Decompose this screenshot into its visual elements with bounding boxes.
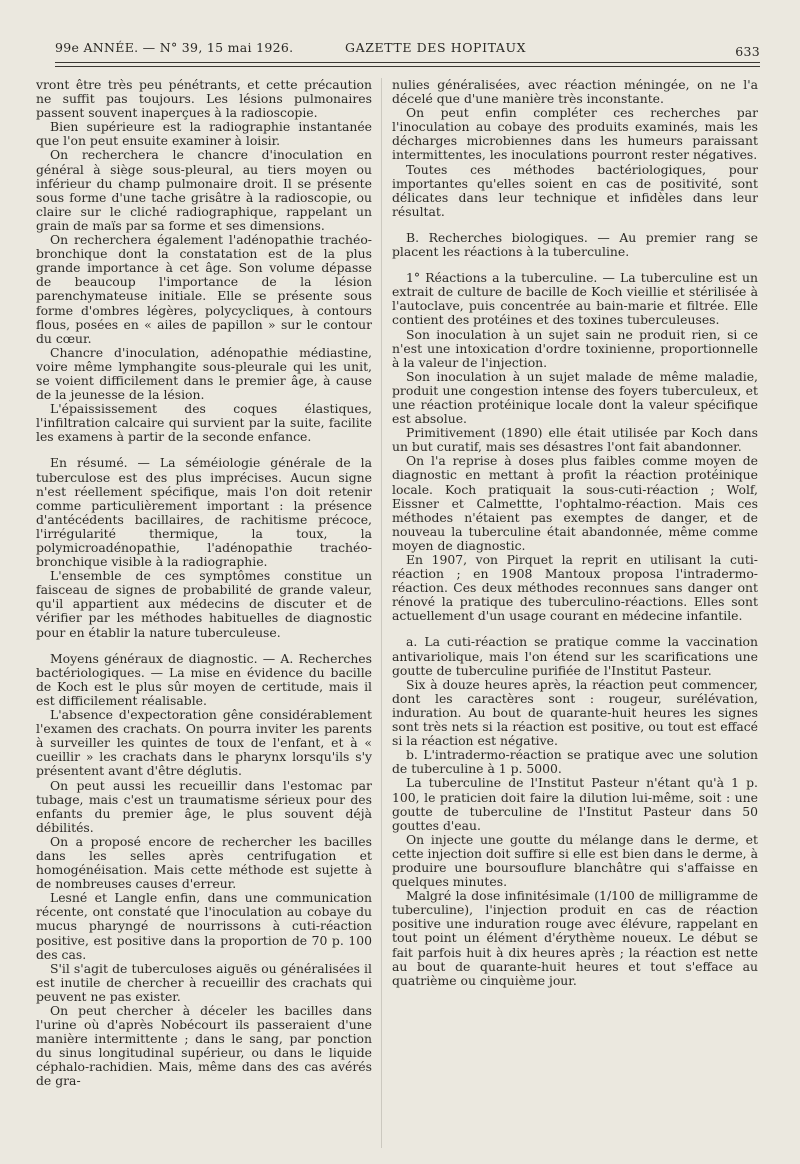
paragraph: Malgré la dose infinitésimale (1/100 de milligramme de tuberculine), l'injection produit en cas de réaction positive une induration rouge avec élévure, rappelant en tout point un élément d'érythème noueux. Le début se fait parfois huit à dix heures après ; la réaction est nette au bout de quarante-huit heures et tout s'efface au quatrième ou cinquième jour. — [392, 888, 758, 988]
paragraph: Six à douze heures après, la réaction peut commencer, dont les caractères sont : rougeur, surélévation, induration. Au bout de quarante-huit heures les signes sont très nets si la réaction est positive, ou tout est effacé si la réaction est négative. — [392, 676, 758, 749]
paragraph: Bien supérieure est la radiographie instantanée que l'on peut ensuite examiner à loisir. — [36, 119, 372, 149]
page-number: 633 — [735, 44, 760, 59]
subsection-paragraph: 1° Réactions a la tuberculine. — La tuberculine est un extrait de culture de bacille de Koch vieillie et stérilisée à l'autoclave, puis concentrée au bain-marie et filtrée. Elle contient des protéines et des toxines tuberculeuses. — [392, 270, 758, 328]
paragraph: En 1907, von Pirquet la reprit en utilisant la cuti-réaction ; en 1908 Mantoux proposa l'intradermo-réaction. Ces deux méthodes reconnues sans danger ont rénové la pratique des tuberculino-réactions. Elles sont actuellement d'un usage courant en médecine infantile. — [392, 552, 758, 624]
right-column — [392, 78, 758, 1150]
paragraph: Son inoculation à un sujet malade de même maladie, produit une congestion intense des foyers tuberculeux, et une réaction protéinique locale dont la valeur spécifique est absolue. — [392, 368, 758, 427]
paragraph: nulies généralisées, avec réaction méningée, on ne l'a décelé que d'une manière très inconstante. — [392, 78, 758, 107]
paragraph: On recherchera le chancre d'inoculation en général à siège sous-pleural, au tiers moyen ou inférieur du champ pulmonaire droit. Il se présente sous forme d'une tache grisâtre à la radioscopie, ou claire sur le cliché radiographique, rappelant un grain de maïs par sa forme et ses dimensions. — [36, 147, 372, 233]
paragraph: L'absence d'expectoration gêne considérablement l'examen des crachats. On pourra inviter les parents à surveiller les quintes de toux de l'enfant, et à « cueillir » les crachats dans le pharynx lorsqu'ils s'y présentent avant d'être déglutis. — [36, 707, 372, 779]
paragraph: La tuberculine de l'Institut Pasteur n'étant qu'à 1 p. 100, le praticien doit faire la dilution lui-même, soit : une goutte de tuberculine de l'Institut Pasteur dans 50 gouttes d'eau. — [392, 775, 758, 833]
paragraph: a. La cuti-réaction se pratique comme la vaccination antivariolique, mais l'on étend sur les scarifications une goutte de tuberculine purifiée de l'Institut Pasteur. — [392, 634, 758, 678]
paragraph: On injecte une goutte du mélange dans le derme, et cette injection doit suffire si elle est bien dans le derme, à produire une boursouflure blanchâtre qui s'affaisse en quelques minutes. — [392, 831, 758, 890]
summary-paragraph: En résumé. — La séméiologie générale de la tuberculose est des plus imprécises. Aucun signe n'est réellement spécifique, mais l'on doit retenir comme particulièrement important : la présence d'antécédents bacillaires, de rachitisme précoce, l'irrégularité thermique, la toux, la polymicroadénopathie, l'adénopathie trachéo-bronchique visible à la radiographie. — [36, 455, 372, 570]
paragraph: b. L'intradermo-réaction se pratique avec une solution de tuberculine à 1 p. 5000. — [392, 747, 758, 777]
running-header — [55, 28, 760, 58]
paragraph: S'il s'agit de tuberculoses aiguës ou généralisées il est inutile de chercher à recueillir des crachats qui peuvent ne pas exister. — [36, 960, 372, 1004]
paragraph: On a proposé encore de rechercher les bacilles dans les selles après centrifugation et homogénéisation. Mais cette méthode est sujette à de nombreuses causes d'erreur. — [36, 833, 372, 892]
paragraph: On peut enfin compléter ces recherches par l'inoculation au cobaye des produits examinés, mais les décharges microbiennes dans les humeurs paraissant intermittentes, les inoculations pourront rester négatives. — [392, 105, 758, 163]
section-heading-paragraph: Moyens généraux de diagnostic. — A. Recherches bactériologiques. — La mise en évidence du bacille de Koch est le plus sûr moyen de certitude, mais il est difficilement réalisable. — [36, 650, 372, 708]
paragraph: vront être très peu pénétrants, et cette précaution ne suffit pas toujours. Les lésions pulmonaires passent souvent inaperçues à la radioscopie. — [36, 78, 372, 121]
paragraph: L'ensemble de ces symptômes constitue un faisceau de signes de probabilité de grande valeur, qu'il appartient aux médecins de discuter et de vérifier par les méthodes habituelles de diagnostic pour en établir la nature tuberculeuse. — [36, 568, 372, 640]
journal-title: GAZETTE DES HOPITAUX — [345, 40, 527, 55]
paragraph: On peut aussi les recueillir dans l'estomac par tubage, mais c'est un traumatisme sérieux pour des enfants du premier âge, le plus souvent déjà débilités. — [36, 777, 372, 835]
paragraph: Chancre d'inoculation, adénopathie médiastine, voire même lymphangite sous-pleurale qui les unit, se voient difficilement dans le premier âge, à cause de la jeunesse de la lésion. — [36, 344, 372, 403]
paragraph: On l'a reprise à doses plus faibles comme moyen de diagnostic en mettant à profit la réaction protéinique locale. Koch pratiquait la sous-cuti-réaction ; Wolf, Eissner et Calmettte, l'ophtalmo-réaction. Mais ces méthodes n'étaient pas exemptes de danger, et de nouveau la tuberculine était abandonnée, même comme moyen de diagnostic. — [392, 453, 758, 553]
left-column — [36, 78, 372, 1150]
paragraph: On peut chercher à déceler les bacilles dans l'urine où d'après Nobécourt ils passeraient d'une manière intermittente ; dans le sang, par ponction du sinus longitudinal supérieur, ou dans le liquide céphalo-rachidien. Mais, même dans des cas avérés de gra- — [36, 1003, 372, 1089]
issue-line: 99e ANNÉE. — N° 39, 15 mai 1926. — [55, 40, 294, 55]
section-heading-paragraph: B. Recherches biologiques. — Au premier rang se placent les réactions à la tuberculine. — [392, 229, 758, 260]
paragraph: Son inoculation à un sujet sain ne produit rien, si ce n'est une intoxication d'ordre toxinienne, proportionnelle à la valeur de l'injection. — [392, 326, 758, 370]
paragraph: L'épaississement des coques élastiques, l'infiltration calcaire qui survient par la suite, facilite les examens à partir de la seconde enfance. — [36, 401, 372, 445]
paragraph: Toutes ces méthodes bactériologiques, pour importantes qu'elles soient en cas de positivité, sont délicates dans leur technique et infidèles dans leur résultat. — [392, 161, 758, 219]
column-divider — [381, 78, 382, 1148]
paragraph: Lesné et Langle enfin, dans une communication récente, ont constaté que l'inoculation au cobaye du mucus pharyngé de nourrissons à cuti-réaction positive, est positive dans la proportion de 70 p. 100 des cas. — [36, 890, 372, 962]
header-rule — [55, 62, 760, 67]
paragraph: Primitivement (1890) elle était utilisée par Koch dans un but curatif, mais ses désastres l'ont fait abandonner. — [392, 425, 758, 455]
paragraph: On recherchera également l'adénopathie trachéo-bronchique dont la constatation est de la plus grande importance à cet âge. Son volume dépasse de beaucoup l'importance de la lésion parenchymateuse initiale. Elle se présente sous forme d'ombres légères, polycycliques, à contours flous, posées en « ailes de papillon » sur le contour du cœur. — [36, 232, 372, 346]
